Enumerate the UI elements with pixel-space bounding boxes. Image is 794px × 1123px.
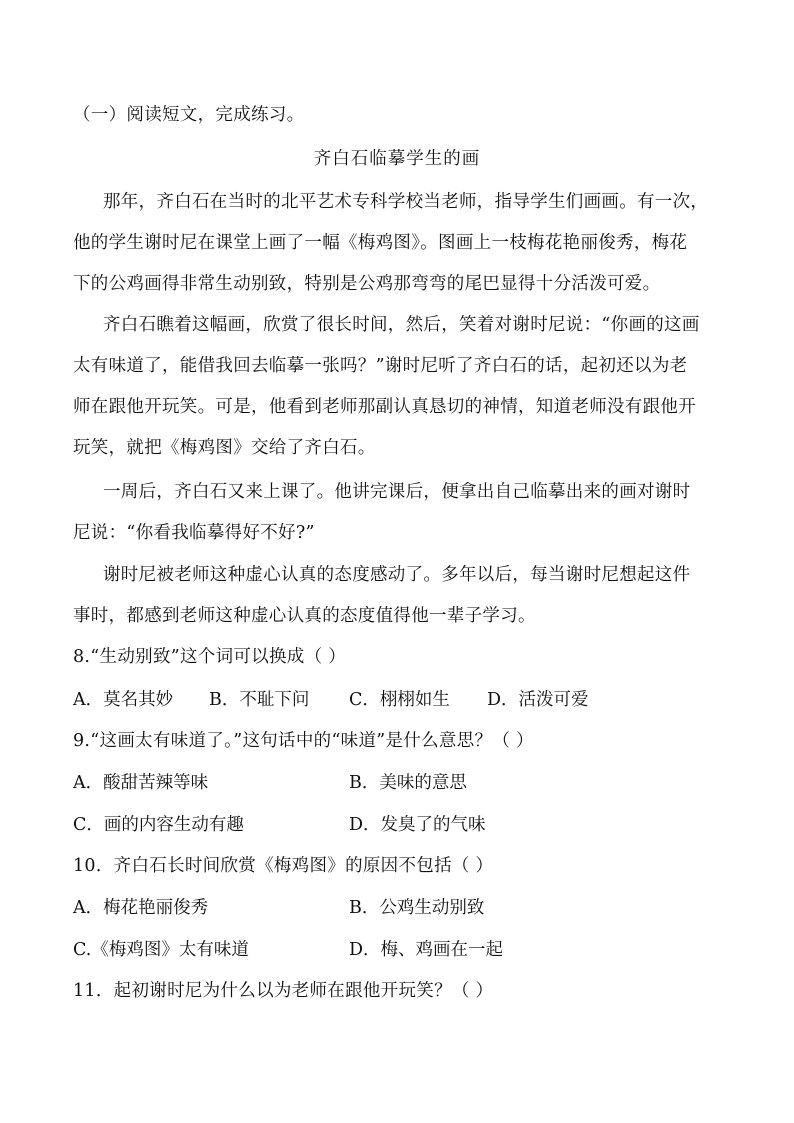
question-8-stem: 8.“生动别致”这个词可以换成（ ） bbox=[73, 647, 347, 667]
question-9-stem: 9.“这画太有味道了。”这句话中的“味道”是什么意思？（ ） bbox=[73, 731, 534, 751]
question-9-option-a: A．酸甜苦辣等味 bbox=[73, 773, 209, 793]
paragraph-1-line-3: 下的公鸡画得非常生动别致，特别是公鸡那弯弯的尾巴显得十分活泼可爱。 bbox=[73, 274, 661, 294]
paragraph-2-line-4: 玩笑，就把《梅鸡图》交给了齐白石。 bbox=[73, 438, 376, 458]
paragraph-2-line-3: 师在跟他开玩笑。可是，他看到老师那副认真恳切的神情，知道老师没有跟他开 bbox=[73, 397, 696, 417]
question-10-option-d: D．梅、鸡画在一起 bbox=[349, 940, 504, 960]
question-10-option-b: B．公鸡生动别致 bbox=[349, 898, 485, 918]
paragraph-4-line-1: 谢时尼被老师这种虚心认真的态度感动了。多年以后，每当谢时尼想起这件 bbox=[103, 565, 691, 585]
paragraph-1-line-1: 那年，齐白石在当时的北平艺术专科学校当老师，指导学生们画画。有一次， bbox=[103, 192, 709, 212]
question-8-option-c: C．栩栩如生 bbox=[349, 690, 450, 710]
question-8-option-d: D．活泼可爱 bbox=[487, 690, 589, 710]
question-8-options bbox=[73, 688, 733, 712]
question-10-option-a: A．梅花艳丽俊秀 bbox=[73, 898, 209, 918]
question-10-options-row-1 bbox=[73, 896, 733, 920]
paragraph-3-line-1: 一周后，齐白石又来上课了。他讲完课后，便拿出自己临摹出来的画对谢时 bbox=[103, 482, 691, 502]
question-8-option-a: A．莫名其妙 bbox=[73, 690, 174, 710]
paragraph-1-line-2: 他的学生谢时尼在课堂上画了一幅《梅鸡图》。图画上一枝梅花艳丽俊秀，梅花 bbox=[73, 233, 688, 253]
question-10-option-c: C.《梅鸡图》太有味道 bbox=[73, 940, 249, 960]
question-9-option-b: B．美味的意思 bbox=[349, 773, 467, 793]
section-header: （一）阅读短文，完成练习。 bbox=[73, 105, 305, 125]
question-10-stem: 10．齐白石长时间欣赏《梅鸡图》的原因不包括（ ） bbox=[73, 856, 494, 876]
question-9-options-row-2 bbox=[73, 813, 733, 837]
paragraph-3-line-2: 尼说：“你看我临摹得好不好?” bbox=[73, 523, 315, 543]
question-9-option-d: D．发臭了的气味 bbox=[349, 815, 486, 835]
question-8-option-b: B．不耻下问 bbox=[209, 690, 310, 710]
paragraph-4-line-2: 事时，都感到老师这种虚心认真的态度值得他一辈子学习。 bbox=[73, 606, 536, 626]
paragraph-2-line-1: 齐白石瞧着这幅画，欣赏了很长时间，然后，笑着对谢时尼说：“你画的这画 bbox=[103, 315, 700, 335]
question-10-options-row-2 bbox=[73, 938, 733, 962]
question-9-option-c: C．画的内容生动有趣 bbox=[73, 815, 244, 835]
question-9-options-row-1 bbox=[73, 771, 733, 795]
passage-title: 齐白石临摹学生的画 bbox=[313, 149, 481, 169]
paragraph-2-line-2: 太有味道了，能借我回去临摹一张吗？”谢时尼听了齐白石的话，起初还以为老 bbox=[73, 356, 688, 376]
question-11-stem: 11．起初谢时尼为什么以为老师在跟他开玩笑？（ ） bbox=[73, 981, 494, 1001]
